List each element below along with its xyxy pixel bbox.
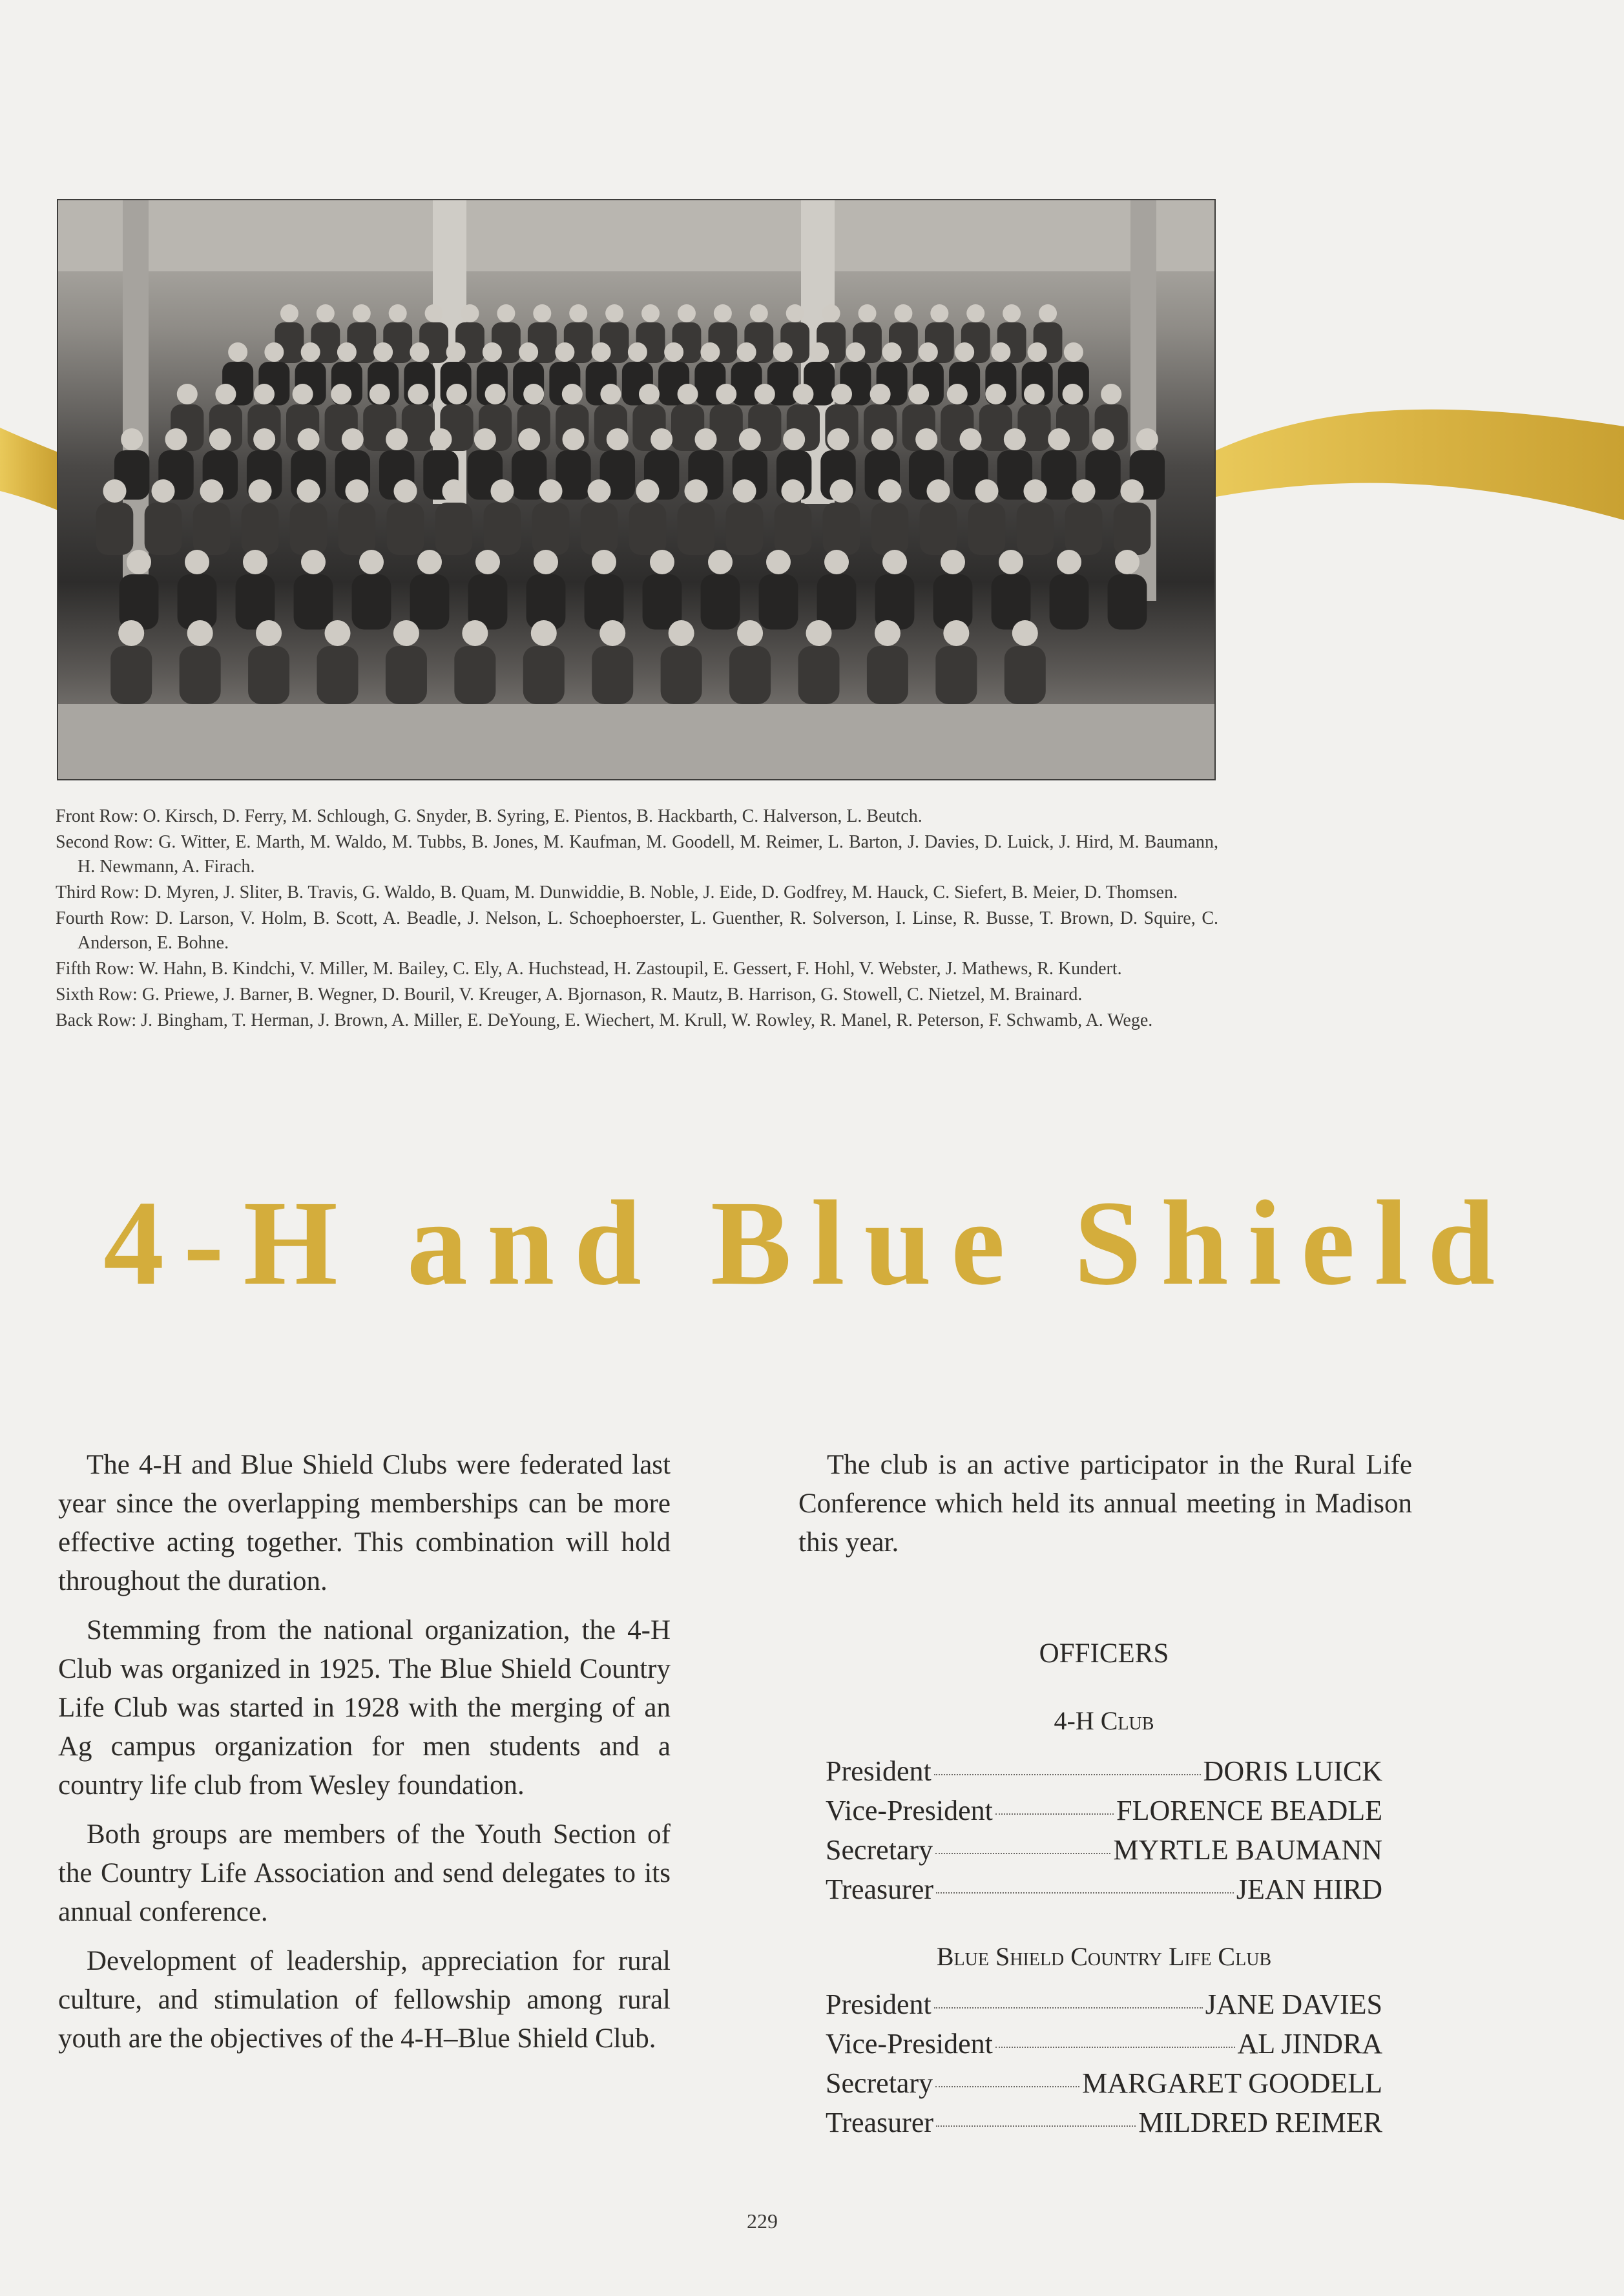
left-column	[58, 1446, 671, 2069]
person-silhouette-body	[867, 646, 908, 704]
person-silhouette-head	[200, 479, 224, 503]
person-silhouette-body	[193, 503, 231, 555]
person-silhouette-head	[185, 550, 209, 574]
person-silhouette-head	[264, 342, 284, 362]
person-silhouette-head	[737, 620, 763, 646]
officer-role: Vice-President	[826, 2028, 993, 2060]
person-silhouette-head	[875, 620, 900, 646]
person-silhouette-head	[806, 620, 832, 646]
person-silhouette-head	[152, 479, 175, 503]
person-silhouette-body	[290, 503, 328, 555]
body-paragraph: Both groups are members of the Youth Section of the Country Life Association and send delegates to its annual conference.	[58, 1819, 671, 1927]
person-silhouette-head	[600, 384, 621, 404]
person-silhouette-head	[474, 428, 496, 450]
dotted-leader	[995, 2047, 1235, 2048]
person-silhouette-body	[248, 646, 289, 704]
officers-roster-blue-shield	[826, 1988, 1382, 2145]
person-silhouette-head	[373, 342, 393, 362]
person-silhouette-head	[531, 620, 557, 646]
person-silhouette-head	[121, 428, 143, 450]
person-silhouette-head	[651, 428, 672, 450]
club-title-blue-shield: Blue Shield Country Life Club	[936, 1942, 1272, 1971]
person-silhouette-head	[215, 384, 236, 404]
person-silhouette-head	[1024, 384, 1045, 404]
person-silhouette-head	[641, 304, 660, 322]
person-silhouette-head	[669, 620, 694, 646]
officer-name: JANE DAVIES	[1205, 1988, 1382, 2020]
caption-row	[56, 804, 1218, 829]
dotted-leader	[936, 1892, 1234, 1894]
person-silhouette-body	[484, 503, 521, 555]
person-silhouette-head	[1057, 550, 1081, 574]
person-silhouette-head	[930, 304, 948, 322]
person-silhouette-head	[1115, 550, 1140, 574]
dotted-leader	[934, 2007, 1203, 2009]
caption-row-label: Third Row:	[56, 882, 140, 903]
person-silhouette-head	[943, 620, 969, 646]
person-silhouette-body	[729, 646, 771, 704]
person-silhouette-head	[394, 479, 417, 503]
caption-row-names: D. Larson, V. Holm, B. Scott, A. Beadle, J. Nelson, L. Schoephoerster, L. Guenther, R. Solverson, I. Linse, R. Busse, T. Brown, D. Squire, C. Anderson, E. Bohne.	[78, 908, 1218, 953]
person-silhouette-head	[569, 304, 587, 322]
person-silhouette-head	[209, 428, 231, 450]
person-silhouette-head	[882, 342, 902, 362]
group-photograph	[57, 199, 1216, 780]
person-silhouette-head	[846, 342, 865, 362]
caption-row-names: W. Hahn, B. Kindchi, V. Miller, M. Bailey, C. Ely, A. Huchstead, H. Zastoupil, E. Gessert, F. Hohl, V. Webster, J. Mathews, R. Kundert.	[138, 959, 1122, 979]
person-silhouette-head	[539, 479, 563, 503]
club-title-4h: 4-H Club	[1054, 1706, 1154, 1735]
person-silhouette-head	[1063, 384, 1083, 404]
officers-roster-4h	[826, 1755, 1382, 1912]
person-silhouette-head	[1048, 428, 1070, 450]
person-silhouette-body	[701, 574, 740, 630]
person-silhouette-head	[915, 428, 937, 450]
person-silhouette-head	[1101, 384, 1121, 404]
person-silhouette-body	[242, 503, 279, 555]
person-silhouette-head	[592, 342, 611, 362]
person-silhouette-body	[387, 503, 424, 555]
officer-row	[826, 1755, 1382, 1794]
person-silhouette-head	[733, 479, 756, 503]
person-silhouette-head	[386, 428, 408, 450]
officer-row	[826, 2067, 1382, 2106]
officer-role: Treasurer	[826, 1873, 933, 1905]
person-silhouette-head	[228, 342, 247, 362]
person-silhouette-head	[425, 304, 443, 322]
person-silhouette-head	[1092, 428, 1114, 450]
officer-row	[826, 1833, 1382, 1873]
officer-name: MILDRED REIMER	[1138, 2107, 1382, 2138]
person-silhouette-head	[714, 304, 732, 322]
officer-role: Vice-President	[826, 1795, 993, 1826]
person-silhouette-head	[342, 428, 364, 450]
person-silhouette-body	[317, 646, 359, 704]
person-silhouette-head	[408, 384, 428, 404]
person-silhouette-head	[955, 342, 974, 362]
person-silhouette-head	[256, 620, 282, 646]
person-silhouette-head	[346, 479, 369, 503]
person-silhouette-head	[430, 428, 452, 450]
person-silhouette-body	[629, 503, 667, 555]
person-silhouette-head	[859, 304, 877, 322]
person-silhouette-head	[678, 384, 698, 404]
person-silhouette-head	[695, 428, 717, 450]
caption-row-names: O. Kirsch, D. Ferry, M. Schlough, G. Snyder, B. Syring, E. Pientos, B. Hackbarth, C. Halverson, L. Beutch.	[143, 806, 922, 826]
person-silhouette-head	[871, 428, 893, 450]
person-silhouette-head	[1028, 342, 1047, 362]
person-silhouette-head	[966, 304, 984, 322]
person-silhouette-head	[830, 479, 853, 503]
photo-captions	[56, 804, 1218, 1034]
person-silhouette-body	[523, 646, 565, 704]
person-silhouette-head	[708, 550, 733, 574]
person-silhouette-body	[1050, 574, 1089, 630]
dotted-leader	[936, 2125, 1136, 2127]
person-silhouette-head	[592, 550, 616, 574]
person-silhouette-head	[737, 342, 756, 362]
person-silhouette-head	[359, 550, 384, 574]
person-silhouette-head	[870, 384, 891, 404]
person-silhouette-body	[352, 574, 391, 630]
person-silhouette-head	[894, 304, 912, 322]
caption-row	[56, 1008, 1218, 1033]
person-silhouette-head	[562, 384, 583, 404]
person-silhouette-head	[755, 384, 775, 404]
person-silhouette-head	[685, 479, 708, 503]
person-silhouette-head	[809, 342, 829, 362]
person-silhouette-head	[588, 479, 611, 503]
officer-role: President	[826, 1755, 932, 1787]
person-silhouette-head	[243, 550, 267, 574]
person-silhouette-head	[605, 304, 623, 322]
caption-row-label: Second Row:	[56, 832, 154, 852]
person-silhouette-body	[592, 646, 633, 704]
person-silhouette-head	[927, 479, 950, 503]
person-silhouette-head	[297, 479, 320, 503]
officer-name: MYRTLE BAUMANN	[1113, 1834, 1382, 1866]
person-silhouette-head	[485, 384, 506, 404]
person-silhouette-head	[417, 550, 442, 574]
officer-name: DORIS LUICK	[1203, 1755, 1382, 1787]
person-silhouette-head	[555, 342, 574, 362]
person-silhouette-head	[325, 620, 351, 646]
person-silhouette-head	[599, 620, 625, 646]
caption-row-label: Sixth Row:	[56, 985, 138, 1005]
person-silhouette-head	[534, 550, 558, 574]
right-column	[798, 1446, 1412, 1572]
officer-row	[826, 1988, 1382, 2027]
person-silhouette-head	[1039, 304, 1057, 322]
caption-row	[56, 906, 1218, 955]
person-silhouette-body	[1114, 503, 1151, 555]
dotted-leader	[935, 2086, 1079, 2087]
person-silhouette-head	[253, 428, 275, 450]
person-silhouette-head	[249, 479, 272, 503]
officer-name: FLORENCE BEADLE	[1116, 1795, 1382, 1826]
person-silhouette-head	[370, 384, 390, 404]
person-silhouette-body	[1005, 646, 1046, 704]
person-silhouette-head	[533, 304, 551, 322]
officer-role: Secretary	[826, 1834, 933, 1866]
person-silhouette-head	[331, 384, 351, 404]
officer-name: AL JINDRA	[1237, 2028, 1382, 2060]
page-number: 229	[747, 2209, 778, 2233]
person-silhouette-head	[628, 342, 647, 362]
caption-row-names: J. Bingham, T. Herman, J. Brown, A. Miller, E. DeYoung, E. Wiechert, M. Krull, W. Rowley, R. Manel, R. Peterson, F. Schwamb, A. Wege.	[141, 1010, 1153, 1030]
person-silhouette-head	[475, 550, 500, 574]
person-silhouette-head	[127, 550, 151, 574]
person-silhouette-head	[786, 304, 804, 322]
person-silhouette-head	[1012, 620, 1038, 646]
person-silhouette-head	[293, 384, 313, 404]
person-silhouette-head	[1136, 428, 1158, 450]
person-silhouette-body	[968, 503, 1006, 555]
person-silhouette-head	[462, 620, 488, 646]
person-silhouette-head	[254, 384, 275, 404]
dotted-leader	[935, 1853, 1110, 1854]
person-silhouette-head	[337, 342, 357, 362]
person-silhouette-head	[461, 304, 479, 322]
caption-row	[56, 983, 1218, 1007]
person-silhouette-body	[678, 503, 715, 555]
person-silhouette-body	[386, 646, 427, 704]
caption-row-names: D. Myren, J. Sliter, B. Travis, G. Waldo, B. Quam, M. Dunwiddie, B. Noble, J. Eide, D. Godfrey, M. Hauck, C. Siefert, B. Meier, D. Thomsen.	[143, 882, 1178, 903]
person-silhouette-head	[317, 304, 335, 322]
person-silhouette-head	[1064, 342, 1083, 362]
body-paragraph: Development of leadership, appreciation for rural culture, and stimulation of fellowship among rural youth are the objectives of the 4-H–Blue Shield Club.	[58, 1946, 671, 2054]
person-silhouette-head	[824, 550, 849, 574]
person-silhouette-head	[991, 342, 1010, 362]
person-silhouette-head	[563, 428, 585, 450]
caption-row	[56, 957, 1218, 981]
person-silhouette-head	[1003, 304, 1021, 322]
person-silhouette-body	[661, 646, 702, 704]
person-silhouette-head	[446, 342, 466, 362]
person-silhouette-head	[1004, 428, 1026, 450]
person-silhouette-body	[96, 503, 134, 555]
person-silhouette-head	[828, 428, 849, 450]
person-silhouette-body	[435, 503, 473, 555]
person-silhouette-head	[298, 428, 320, 450]
person-silhouette-head	[766, 550, 791, 574]
person-silhouette-head	[678, 304, 696, 322]
person-silhouette-head	[882, 550, 907, 574]
person-silhouette-head	[497, 304, 515, 322]
person-silhouette-head	[280, 304, 298, 322]
person-silhouette-head	[301, 342, 320, 362]
person-silhouette-head	[782, 479, 805, 503]
person-silhouette-body	[920, 503, 957, 555]
person-silhouette-head	[879, 479, 902, 503]
person-silhouette-head	[389, 304, 407, 322]
person-silhouette-head	[165, 428, 187, 450]
person-silhouette-head	[523, 384, 544, 404]
person-silhouette-head	[353, 304, 371, 322]
person-silhouette-head	[636, 479, 660, 503]
person-silhouette-head	[716, 384, 736, 404]
person-silhouette-head	[700, 342, 720, 362]
person-silhouette-head	[410, 342, 429, 362]
caption-row-label: Fourth Row:	[56, 908, 149, 928]
person-silhouette-head	[908, 384, 929, 404]
person-silhouette-head	[187, 620, 213, 646]
person-silhouette-body	[935, 646, 977, 704]
officer-name: JEAN HIRD	[1236, 1873, 1382, 1905]
person-silhouette-head	[607, 428, 629, 450]
person-silhouette-head	[960, 428, 982, 450]
person-silhouette-head	[783, 428, 805, 450]
caption-row-names: G. Witter, E. Marth, M. Waldo, M. Tubbs, B. Jones, M. Kaufman, M. Goodell, M. Reimer, L. Barton, J. Davies, D. Luick, J. Hird, M. Baumann, H. Newmann, A. Firach.	[78, 832, 1218, 877]
dotted-leader	[995, 1813, 1114, 1815]
person-silhouette-head	[831, 384, 852, 404]
person-silhouette-body	[454, 646, 495, 704]
person-silhouette-head	[985, 384, 1006, 404]
person-silhouette-head	[442, 479, 466, 503]
person-silhouette-body	[110, 646, 152, 704]
person-silhouette-body	[585, 574, 624, 630]
person-silhouette-head	[919, 342, 938, 362]
person-silhouette-body	[871, 503, 909, 555]
officer-role: President	[826, 1988, 932, 2020]
person-silhouette-head	[650, 550, 674, 574]
body-paragraph: The 4-H and Blue Shield Clubs were federated last year since the overlapping memberships can be more effective acting together. This combination will hold throughout the duration.	[58, 1450, 671, 1596]
person-silhouette-head	[491, 479, 514, 503]
person-silhouette-body	[338, 503, 376, 555]
officer-row	[826, 2106, 1382, 2145]
person-silhouette-head	[393, 620, 419, 646]
person-silhouette-head	[793, 384, 813, 404]
person-silhouette-head	[1072, 479, 1096, 503]
person-silhouette-body	[775, 503, 812, 555]
person-silhouette-body	[759, 574, 798, 630]
dotted-leader	[934, 1774, 1201, 1775]
person-silhouette-head	[941, 550, 965, 574]
person-silhouette-body	[798, 646, 840, 704]
person-silhouette-body	[1108, 574, 1147, 630]
officer-row	[826, 2027, 1382, 2067]
caption-row-label: Fifth Row:	[56, 959, 135, 979]
person-silhouette-body	[823, 503, 860, 555]
body-paragraph: Stemming from the national organization, the 4-H Club was organized in 1925. The Blue Shield Country Life Club was started in 1928 with the merging of an Ag campus organization for men students and a country life club from Wesley foundation.	[58, 1615, 671, 1800]
officer-name: MARGARET GOODELL	[1082, 2067, 1382, 2099]
person-silhouette-head	[639, 384, 660, 404]
person-silhouette-body	[180, 646, 221, 704]
person-silhouette-body	[1017, 503, 1054, 555]
person-silhouette-head	[999, 550, 1023, 574]
person-silhouette-body	[532, 503, 570, 555]
page-heading: 4-H and Blue Shield	[103, 1175, 1515, 1310]
person-silhouette-head	[103, 479, 127, 503]
officer-role: Secretary	[826, 2067, 933, 2099]
person-silhouette-head	[519, 342, 538, 362]
person-silhouette-head	[1121, 479, 1144, 503]
person-silhouette-head	[518, 428, 540, 450]
caption-row-label: Front Row:	[56, 806, 139, 826]
officer-row	[826, 1794, 1382, 1833]
person-silhouette-head	[664, 342, 683, 362]
caption-row	[56, 830, 1218, 879]
officer-role: Treasurer	[826, 2107, 933, 2138]
person-silhouette-body	[410, 574, 450, 630]
person-silhouette-head	[446, 384, 467, 404]
person-silhouette-body	[120, 574, 159, 630]
person-silhouette-body	[726, 503, 764, 555]
person-silhouette-body	[294, 574, 333, 630]
person-silhouette-head	[118, 620, 144, 646]
person-silhouette-head	[1024, 479, 1047, 503]
person-silhouette-body	[875, 574, 915, 630]
person-silhouette-head	[975, 479, 999, 503]
person-silhouette-body	[1065, 503, 1103, 555]
person-silhouette-head	[947, 384, 968, 404]
person-silhouette-head	[483, 342, 502, 362]
person-silhouette-head	[177, 384, 198, 404]
officers-title: OFFICERS	[1039, 1638, 1169, 1669]
caption-row-label: Back Row:	[56, 1010, 137, 1030]
person-silhouette-body	[643, 574, 682, 630]
person-silhouette-head	[750, 304, 768, 322]
caption-row-names: G. Priewe, J. Barner, B. Wegner, D. Bouril, V. Kreuger, A. Bjornason, R. Mautz, B. Harrison, G. Stowell, C. Nietzel, M. Brainard.	[141, 985, 1083, 1005]
caption-row	[56, 881, 1218, 905]
person-silhouette-head	[739, 428, 761, 450]
person-silhouette-head	[773, 342, 793, 362]
person-silhouette-head	[822, 304, 840, 322]
officer-row	[826, 1873, 1382, 1912]
person-silhouette-body	[145, 503, 182, 555]
person-silhouette-body	[581, 503, 618, 555]
person-silhouette-head	[301, 550, 326, 574]
body-paragraph: The club is an active participator in the Rural Life Conference which held its annual meeting in Madison this year.	[798, 1450, 1412, 1558]
